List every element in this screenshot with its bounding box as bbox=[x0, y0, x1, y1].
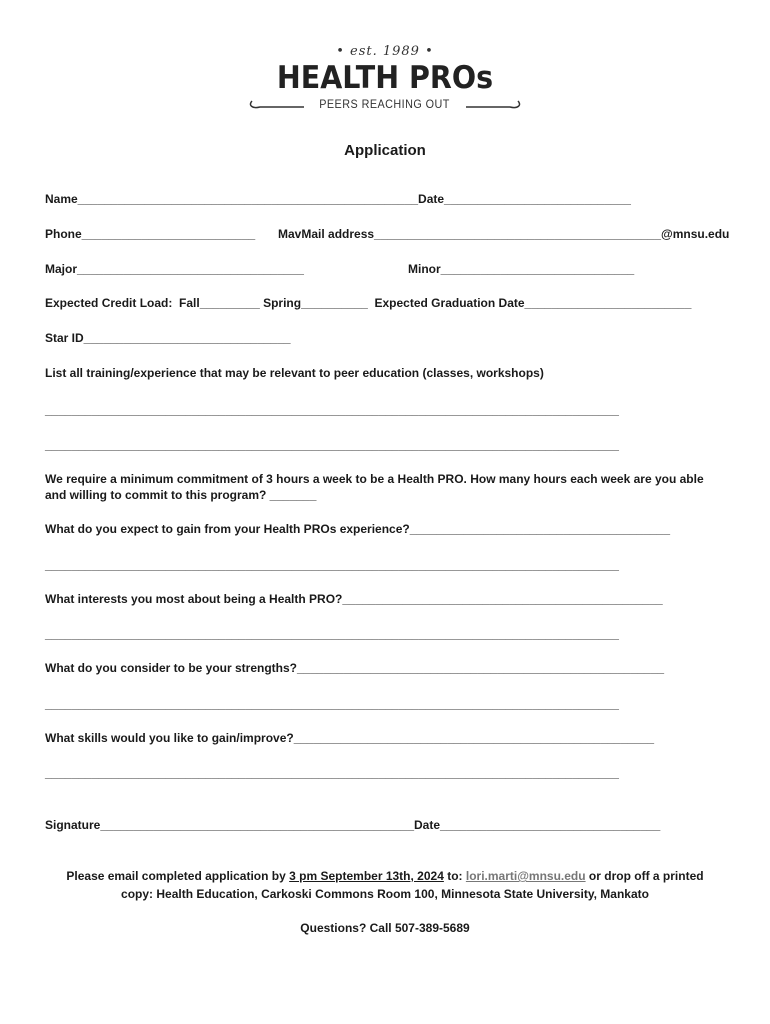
instructions-prefix: Please email completed application by bbox=[66, 869, 290, 883]
deadline: 3 pm September 13th, 2024 bbox=[289, 869, 444, 883]
signature-field[interactable]: Signature_______________________________________________ bbox=[45, 818, 415, 832]
major-field[interactable]: Major__________________________________ bbox=[45, 262, 304, 276]
training-answer-line-1[interactable]: ______________________________________________________________________________________ bbox=[45, 403, 619, 417]
training-question: List all training/experience that may be relevant to peer education (classes, workshops) bbox=[45, 366, 544, 380]
strengths-question[interactable]: What do you consider to be your strengths?_______________________________________________________ bbox=[45, 661, 665, 675]
name-date-field[interactable]: Name___________________________________________________Date____________________________ bbox=[45, 192, 631, 206]
interests-answer-line[interactable]: ______________________________________________________________________________________ bbox=[45, 627, 619, 641]
logo-est: • est. 1989 • bbox=[336, 44, 434, 59]
skills-answer-line[interactable]: ______________________________________________________________________________________ bbox=[45, 766, 619, 780]
training-answer-line-2[interactable]: ______________________________________________________________________________________ bbox=[45, 438, 619, 452]
gain-question[interactable]: What do you expect to gain from your Health PROs experience?_______________________________________ bbox=[45, 522, 671, 536]
submission-instructions bbox=[0, 869, 770, 883]
instructions-to: to: bbox=[443, 869, 466, 883]
star-id-field[interactable]: Star ID_______________________________ bbox=[45, 331, 291, 345]
page-title: Application bbox=[344, 142, 426, 159]
commitment-question[interactable]: We require a minimum commitment of 3 hours a week to be a Health PRO. How many hours each week are you able and willing to commit to this program? _______ bbox=[45, 472, 704, 502]
mavmail-field[interactable]: MavMail address___________________________________________@mnsu.edu bbox=[278, 227, 730, 241]
logo-tagline-row bbox=[0, 97, 770, 111]
minor-field[interactable]: Minor_____________________________ bbox=[408, 262, 635, 276]
signature-date-field[interactable]: Date_________________________________ bbox=[414, 818, 661, 832]
left-swoosh-icon bbox=[248, 97, 306, 111]
email-link[interactable]: lori.marti@mnsu.edu bbox=[465, 869, 586, 883]
interests-question[interactable]: What interests you most about being a Health PRO?________________________________________________ bbox=[45, 592, 663, 606]
logo-brand: HEALTH PROs bbox=[276, 60, 494, 96]
phone-field[interactable]: Phone__________________________ bbox=[45, 227, 256, 241]
instructions-suffix: or drop off a printed bbox=[585, 869, 704, 883]
strengths-answer-line[interactable]: ______________________________________________________________________________________ bbox=[45, 697, 619, 711]
right-swoosh-icon bbox=[464, 97, 522, 111]
questions-contact: Questions? Call 507-389-5689 bbox=[300, 921, 470, 935]
credit-load-field[interactable]: Expected Credit Load: Fall_________ Spring__________ Expected Graduation Date_________________________ bbox=[45, 296, 692, 310]
logo-tagline: PEERS REACHING OUT bbox=[319, 97, 451, 111]
skills-question[interactable]: What skills would you like to gain/improve?______________________________________________________ bbox=[45, 731, 655, 745]
submission-address: copy: Health Education, Carkoski Commons Room 100, Minnesota State University, Mankato bbox=[121, 887, 649, 901]
gain-answer-line[interactable]: ______________________________________________________________________________________ bbox=[45, 558, 619, 572]
health-pros-logo bbox=[0, 44, 770, 111]
